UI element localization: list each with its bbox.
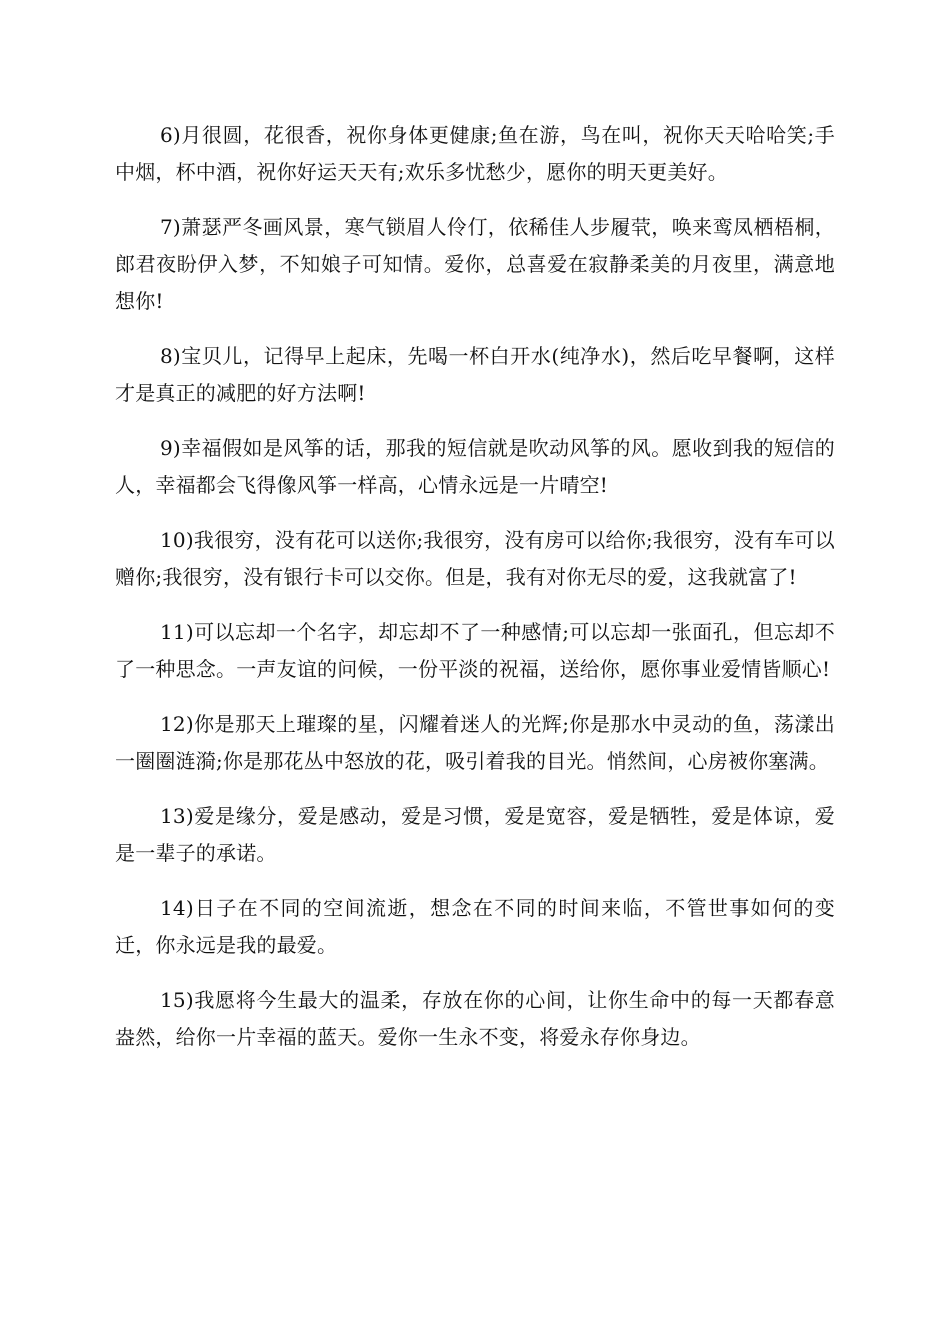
paragraph-15: 15)我愿将今生最大的温柔，存放在你的心间，让你生命中的每一天都春意盎然，给你一片幸福的蓝天。爱你一生永不变，将爱永存你身边。 xyxy=(115,988,835,1049)
paragraph-14: 14)日子在不同的空间流逝，想念在不同的时间来临，不管世事如何的变迁，你永远是我的最爱。 xyxy=(115,896,835,957)
paragraph-11: 11)可以忘却一个名字，却忘却不了一种感情;可以忘却一张面孔，但忘却不了一种思念。一声友谊的问候，一份平淡的祝福，送给你，愿你事业爱情皆顺心! xyxy=(115,620,835,681)
paragraph-6: 6)月很圆，花很香，祝你身体更健康;鱼在游，鸟在叫，祝你天天哈哈笑;手中烟，杯中酒，祝你好运天天有;欢乐多忧愁少，愿你的明天更美好。 xyxy=(115,123,835,184)
document-body xyxy=(115,117,835,1074)
paragraph-7: 7)萧瑟严冬画风景，寒气锁眉人伶仃，依稀佳人步履茕，唤来鸾凤栖梧桐，郎君夜盼伊入梦，不知娘子可知情。爱你，总喜爱在寂静柔美的月夜里，满意地想你! xyxy=(115,215,835,313)
paragraph-12: 12)你是那天上璀璨的星，闪耀着迷人的光辉;你是那水中灵动的鱼，荡漾出一圈圈涟漪;你是那花丛中怒放的花，吸引着我的目光。悄然间，心房被你塞满。 xyxy=(115,712,835,773)
paragraph-10: 10)我很穷，没有花可以送你;我很穷，没有房可以给你;我很穷，没有车可以赠你;我很穷，没有银行卡可以交你。但是，我有对你无尽的爱，这我就富了! xyxy=(115,528,835,589)
paragraph-9: 9)幸福假如是风筝的话，那我的短信就是吹动风筝的风。愿收到我的短信的人，幸福都会飞得像风筝一样高，心情永远是一片晴空! xyxy=(115,436,835,497)
paragraph-8: 8)宝贝儿，记得早上起床，先喝一杯白开水(纯净水)，然后吃早餐啊，这样才是真正的减肥的好方法啊! xyxy=(115,344,835,405)
paragraph-13: 13)爱是缘分，爱是感动，爱是习惯，爱是宽容，爱是牺牲，爱是体谅，爱是一辈子的承诺。 xyxy=(115,804,835,865)
